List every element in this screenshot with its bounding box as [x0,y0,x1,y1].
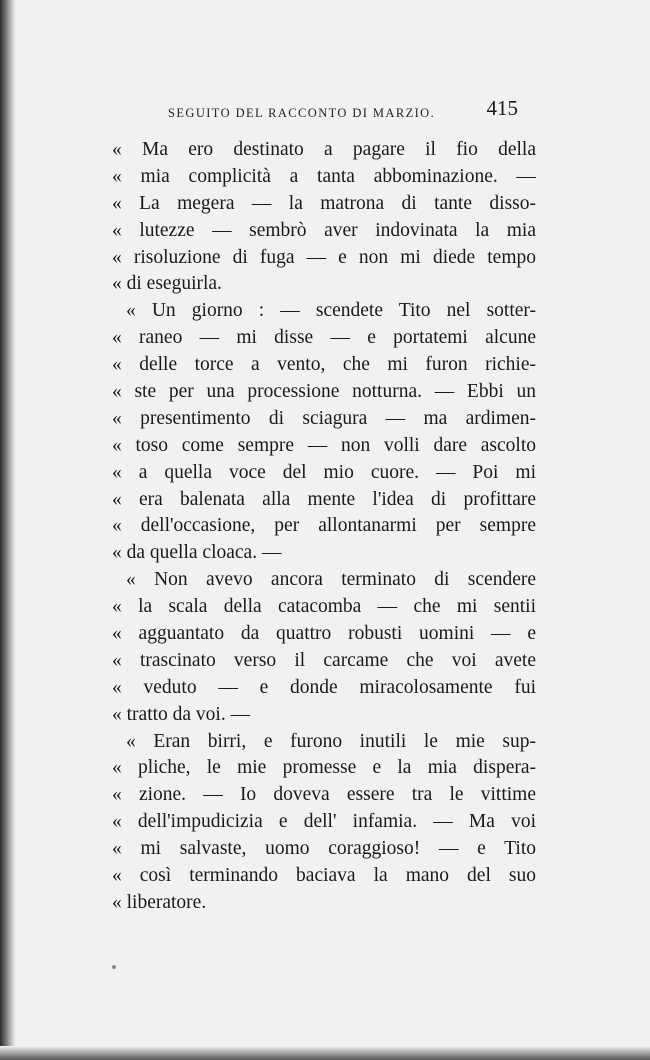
text-line: « zione. — Io doveva essere tra le vittime [112,784,536,806]
paper-speck [112,965,116,969]
text-line: « pliche, le mie promesse e la mia dispera- [112,757,536,779]
text-line: « a quella voce del mio cuore. — Poi mi [112,461,536,483]
text-line: « così terminando baciava la mano del suo [112,865,536,887]
text-line: « toso come sempre — non volli dare ascolto [112,434,536,456]
text-line: « liberatore. [112,891,207,913]
page-number: 415 [486,96,518,120]
text-line: « era balenata alla mente l'idea di profittare [112,488,536,510]
text-line: « trascinato verso il carcame che voi avete [112,649,536,671]
running-title: SEGUITO DEL RACCONTO DI MARZIO. [168,106,436,120]
text-line: « dell'occasione, per allontanarmi per sempre [112,515,536,537]
text-line: « delle torce a vento, che mi furon richie- [112,354,536,376]
text-line: « ste per una processione notturna. — Ebbi un [112,381,536,403]
text-line: « risoluzione di fuga — e non mi diede tempo [112,246,536,268]
text-line: « di eseguirla. [112,273,222,295]
text-line: « dell'impudicizia e dell' infamia. — Ma voi [112,811,536,833]
text-line: « Un giorno : — scendete Tito nel sotter- [126,300,536,322]
text-line: « lutezze — sembrò aver indovinata la mia [112,219,536,241]
text-line: « Non avevo ancora terminato di scendere [126,569,536,591]
text-line: « agguantato da quattro robusti uomini — e [112,623,536,645]
book-binding-edge [0,0,16,1060]
text-line: « La megera — la matrona di tante disso- [112,192,536,214]
text-line: « veduto — e donde miracolosamente fui [112,676,536,698]
running-head [168,96,528,126]
page-bottom-edge [0,1046,650,1060]
text-line: « mia complicità a tanta abbominazione. — [112,165,536,187]
text-line: « da quella cloaca. — [112,542,282,564]
text-line: « Eran birri, e furono inutili le mie sup- [126,730,536,752]
text-line: « la scala della catacomba — che mi sentii [112,596,536,618]
body-text [112,137,536,917]
text-line: « tratto da voi. — [112,703,251,725]
text-line: « presentimento di sciagura — ma ardimen- [112,407,536,429]
text-line: « Ma ero destinato a pagare il fio della [112,139,536,160]
text-line: « mi salvaste, uomo coraggioso! — e Tito [112,838,536,860]
text-line: « raneo — mi disse — e portatemi alcune [112,327,536,349]
